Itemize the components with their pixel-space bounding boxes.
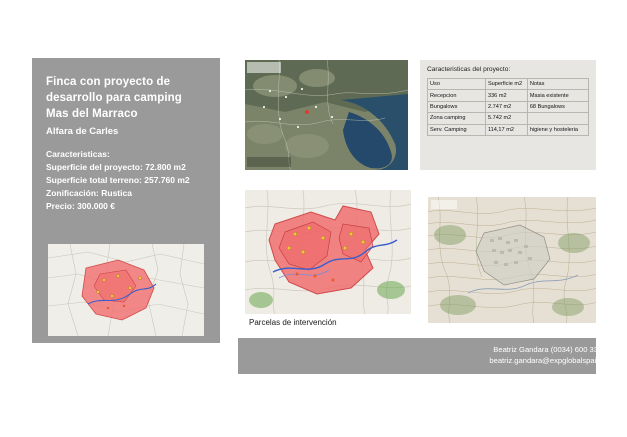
cell-superficie-serv-camping: 114,17 m2 xyxy=(485,124,527,135)
cell-uso-serv-camping: Serv. Camping xyxy=(428,124,486,135)
title-block xyxy=(46,74,214,139)
feature-surface-project: Superficie del proyecto: 72.800 m2 xyxy=(46,162,186,172)
table-row xyxy=(428,90,589,101)
project-characteristics-table xyxy=(420,60,596,170)
cell-uso-bungalows: Bungalows xyxy=(428,101,486,112)
cell-uso-zona-camping: Zona camping xyxy=(428,113,486,124)
satellite-map xyxy=(245,60,408,170)
table-row xyxy=(428,113,589,124)
header-uso: Uso xyxy=(428,79,486,90)
header-superficie: Superficie m2 xyxy=(485,79,527,90)
subtitle-location: Alfara de Carles xyxy=(46,126,119,137)
title-line-3: Mas del Marraco xyxy=(46,108,138,120)
table-row xyxy=(428,124,589,135)
parcel-map-caption: Parcelas de intervención xyxy=(249,318,337,327)
table-header-row xyxy=(428,79,589,90)
table-caption: Caracteristicas del proyecto: xyxy=(427,66,511,73)
cell-superficie-zona-camping: 5.742 m2 xyxy=(485,113,527,124)
cell-notas-bungalows: 68 Bungalows xyxy=(527,101,588,112)
topographic-map xyxy=(428,197,596,323)
cell-superficie-recepcion: 336 m2 xyxy=(485,90,527,101)
parcel-map xyxy=(245,190,411,314)
feature-zoning: Zonificación: Rustica xyxy=(46,188,132,198)
title-line-1: Finca con proyecto de xyxy=(46,76,171,88)
header-notas: Notas xyxy=(527,79,588,90)
feature-surface-total: Superficie total terreno: 257.760 m2 xyxy=(46,175,190,185)
cell-uso-recepcion: Recepcion xyxy=(428,90,486,101)
overview-parcel-map xyxy=(48,244,204,336)
contact-footer-text xyxy=(277,344,617,366)
feature-price: Precio: 300.000 € xyxy=(46,201,115,211)
cell-notas-recepcion: Masia existente xyxy=(527,90,588,101)
cell-superficie-bungalows: 2.747 m2 xyxy=(485,101,527,112)
title-line-2: desarrollo para camping xyxy=(46,92,182,104)
table-row xyxy=(428,101,589,112)
contact-email[interactable]: beatriz.gandara@expglobalspain.com xyxy=(489,356,617,365)
features-heading: Caracteristicas: xyxy=(46,149,110,159)
project-table xyxy=(427,78,589,136)
cell-notas-serv-camping: higiene y hosteleria xyxy=(527,124,588,135)
cell-notas-zona-camping xyxy=(527,113,588,124)
contact-name-phone: Beatriz Gandara (0034) 600 335 098 xyxy=(493,345,617,354)
features-block xyxy=(46,148,216,213)
